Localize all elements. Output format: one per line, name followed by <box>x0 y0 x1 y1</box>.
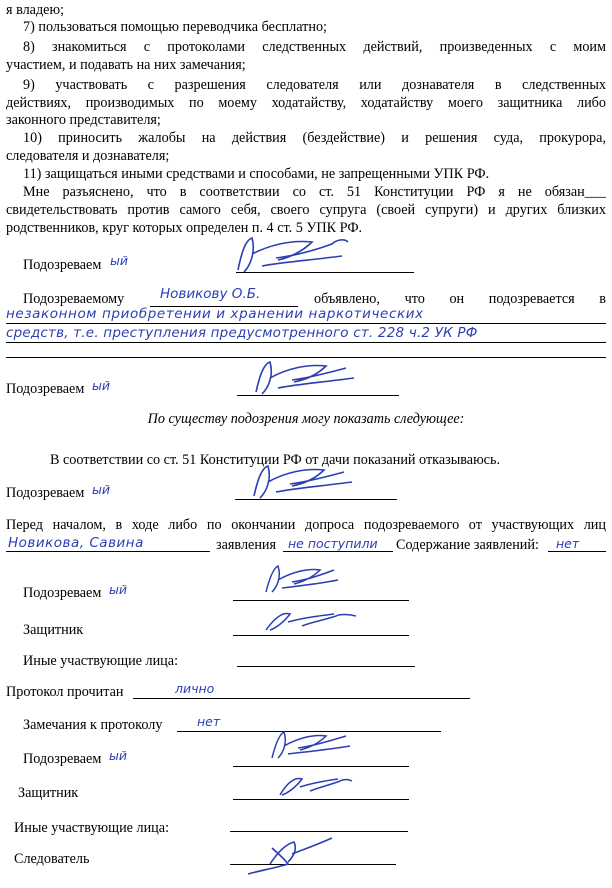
signature-line-9 <box>230 831 408 832</box>
text-line-10: 11) защищаться иными средствами и способами, не запрещенными УПК РФ. <box>23 166 490 182</box>
signature-defender-1 <box>262 606 362 634</box>
text-line-12: свидетельствовать против самого себя, своего супруга (своей супруги) и других близких <box>6 202 606 218</box>
suspect-suffix-1: ый <box>110 253 128 268</box>
suspect-label-4: Подозреваем <box>23 585 102 601</box>
defender-label-2: Защитник <box>18 785 79 801</box>
announcement-line-2: незаконном приобретении и хранении наркотических <box>6 306 424 322</box>
signature-line-7 <box>233 766 409 767</box>
text-line-6: действиях, производимых по моему ходатайству, ходатайству моего защитника либо <box>6 95 606 111</box>
announcement-prefix: Подозреваемому <box>23 291 125 307</box>
protocol-read-value: лично <box>175 681 215 696</box>
suspect-suffix-3: ый <box>92 482 110 497</box>
announcement-line-3: средств, т.е. преступления предусмотренного ст. 228 ч.2 УК РФ <box>6 325 478 341</box>
defender-label-1: Защитник <box>23 622 84 638</box>
protocol-read-label: Протокол прочитан <box>6 684 124 700</box>
text-line-11: Мне разъяснено, что в соответствии со ст. 51 Конституции РФ я не обязан___ <box>23 184 606 200</box>
signature-line-5 <box>233 635 409 636</box>
signature-suspect-4 <box>262 562 342 596</box>
text-line-5: 9) участвовать с разрешения следователя или дознавателя в следственных <box>23 77 606 93</box>
signature-suspect-1 <box>232 230 352 278</box>
signature-line-6 <box>237 666 415 667</box>
testimony-heading: По существу подозрения могу показать следующее: <box>147 411 465 427</box>
signature-line-8 <box>233 799 409 800</box>
persons-underline <box>6 551 210 552</box>
announcement-rule-2 <box>6 323 606 324</box>
statements-persons: Новикова, Савина <box>8 535 144 551</box>
statements-content: нет <box>556 536 580 551</box>
statements-received: не поступили <box>288 536 378 551</box>
testimony-text: В соответствии со ст. 51 Конституции РФ от дачи показаний отказываюсь. <box>50 452 500 468</box>
suspect-label-2: Подозреваем <box>6 381 85 397</box>
announcement-suffix: объявлено, что он подозревается в <box>314 291 606 307</box>
statements-content-label: Содержание заявлений: <box>396 537 539 553</box>
text-line-8: 10) приносить жалобы на действия (бездействие) и решения суда, прокурора, <box>23 130 606 146</box>
signature-defender-2 <box>276 771 356 799</box>
text-line-13: родственников, круг которых определен п. 4 ст. 5 УПК РФ. <box>6 220 363 236</box>
announcement-name: Новикову О.Б. <box>160 286 261 302</box>
content-underline <box>548 551 606 552</box>
statements-line-1: Перед началом, в ходе либо по окончании допроса подозреваемого от участвующих лиц <box>6 517 606 533</box>
investigator-label: Следователь <box>14 851 90 867</box>
text-line-9: следователя и дознавателя; <box>6 148 170 164</box>
signature-suspect-5 <box>268 728 354 762</box>
text-line-2: 7) пользоваться помощью переводчика бесплатно; <box>23 19 327 35</box>
signature-suspect-2 <box>250 356 360 398</box>
statements-label: заявления <box>216 537 277 553</box>
suspect-suffix-2: ый <box>92 378 110 393</box>
signature-suspect-3 <box>248 460 358 502</box>
text-line-7: законного представителя; <box>6 112 161 128</box>
text-line-3: 8) знакомиться с протоколами следственных действий, произведенных с моим <box>23 39 606 55</box>
other-persons-label-2: Иные участвующие лица: <box>14 820 170 836</box>
text-line-4: участием, и подавать на них замечания; <box>6 57 246 73</box>
other-persons-label-1: Иные участвующие лица: <box>23 653 179 669</box>
remarks-label: Замечания к протоколу <box>23 717 163 733</box>
suspect-label-5: Подозреваем <box>23 751 102 767</box>
received-underline <box>283 551 393 552</box>
signature-line-4 <box>233 600 409 601</box>
remarks-value: нет <box>197 714 221 729</box>
protocol-read-line <box>133 698 470 699</box>
suspect-label-3: Подозреваем <box>6 485 85 501</box>
suspect-label-1: Подозреваем <box>23 257 102 273</box>
text-line-1: я владею; <box>6 2 65 18</box>
suspect-suffix-4: ый <box>109 582 127 597</box>
announcement-rule-3 <box>6 342 606 343</box>
suspect-suffix-5: ый <box>109 748 127 763</box>
signature-investigator <box>242 834 338 880</box>
